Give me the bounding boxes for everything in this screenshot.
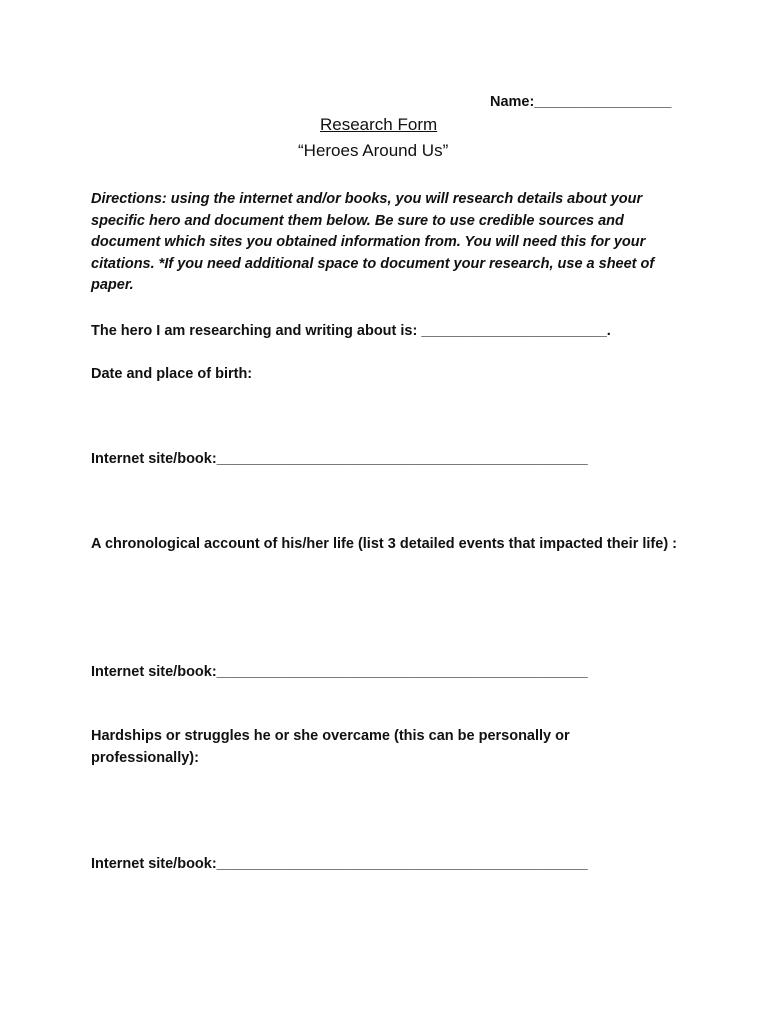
chronological-prompt: A chronological account of his/her life (list 3 detailed events that impacted their life) : xyxy=(91,536,678,552)
hero-prompt: The hero I am researching and writing about is: _______________________. xyxy=(91,323,611,339)
hardships-prompt: Hardships or struggles he or she overcame (this can be personally or professionally): xyxy=(91,728,570,766)
source-line-2: Internet site/book:______________________________________________ xyxy=(91,664,588,680)
birth-prompt: Date and place of birth: xyxy=(91,366,253,382)
source-line-1: Internet site/book:______________________________________________ xyxy=(91,451,588,467)
form-subtitle: “Heroes Around Us” xyxy=(298,141,449,160)
source-line-3: Internet site/book:______________________________________________ xyxy=(91,856,588,872)
form-title: Research Form xyxy=(320,115,438,134)
directions-paragraph: Directions: using the internet and/or books, you will research details about your specific hero and document them below. Be sure to use credible sources and document which sites you obtained information from. You will need this for your citations. *If you need additional space to document your research, use a sheet of paper. xyxy=(91,191,655,293)
name-field-label: Name:_________________ xyxy=(490,94,672,110)
